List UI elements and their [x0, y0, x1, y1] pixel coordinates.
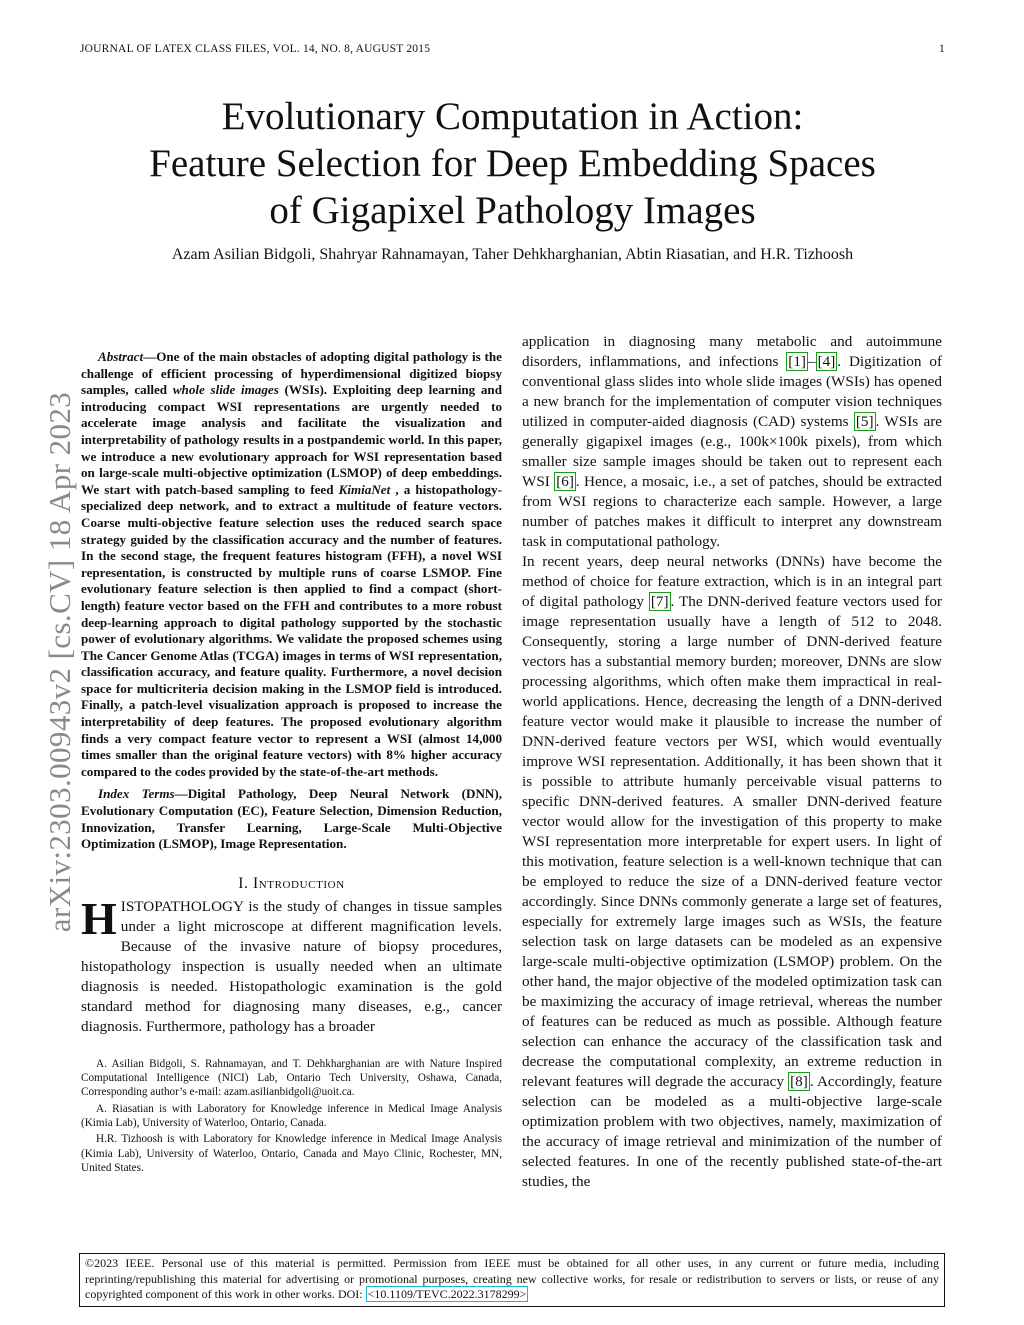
abstract-text-1: —One of the main obstacles of adopting digital pathology is the challenge of efficient processing of hyperdimensional digitized biopsy samples, called	[81, 349, 502, 398]
doi-link[interactable]: <10.1109/TEVC.2022.3178299>	[367, 1287, 527, 1302]
index-terms	[81, 786, 502, 852]
citation-link[interactable]: [8]	[790, 1073, 808, 1090]
abstract-emphasis-kimianet: KimiaNet	[338, 481, 391, 497]
citation-link[interactable]: [7]	[650, 593, 669, 610]
drop-cap: H	[81, 892, 117, 944]
left-column	[81, 349, 502, 1177]
index-terms-label: Index Terms	[98, 786, 175, 802]
body-paragraph-1: application in diagnosing many metabolic and autoimmune disorders, inflammations, and infections [1] – [4] . Digitization of conventional glass slides into whole slide images (WSIs) has opened a new branch for the implementation of computer vision techniques utilized in computer-aided diagnosis (CAD) systems [5] . WSIs are generally gigapixel images (e.g., 100k×100k pixels), from which smaller size sample images should be taken out to represent each WSI [6] . Hence, a mosaic, i.e., a set of patches, should be extracted from WSI regions to characterize each sample. However, a large number of patches makes it difficult to interpret any downstream task in computational pathology.	[522, 333, 943, 550]
title-line-1: Evolutionary Computation in Action:	[221, 95, 804, 138]
arxiv-identifier[interactable]: arXiv:2303.00943v2 [cs.CV] 18 Apr 2023	[42, 391, 77, 933]
citation-link[interactable]: [1]	[788, 353, 806, 370]
footnote-item: A. Asilian Bidgoli, S. Rahnamayan, and T. Dehkharghanian are with Nature Inspired Computational Intelligence (NICI) Lab, Ontario Tech University, Oshawa, Canada, Corresponding author’s e-mail: azam.asilianbidgoli@uoit.ca.	[81, 1057, 502, 1099]
footnote-item: A. Riasatian is with Laboratory for Knowledge inference in Medical Image Analysis (Kimia Lab), University of Waterloo, Ontario, Canada.	[81, 1102, 502, 1129]
author-list: Azam Asilian Bidgoli, Shahryar Rahnamayan, Taher Dehkharghanian, Abtin Riasatian, and H.R. Tizhoosh	[171, 246, 854, 263]
abstract-emphasis-wsi: whole slide images	[172, 382, 279, 398]
introduction-text: ISTOPATHOLOGY is the study of changes in tissue samples under a light microscope at different magnification levels. Because of the invasive nature of biopsy procedures, histopathology inspection is usually needed when an ultimate diagnosis is needed. Histopathologic examination is the gold standard method for diagnosing many diseases, e.g., cancer diagnosis. Furthermore, pathology has a broader	[81, 897, 502, 1035]
footnote-item: H.R. Tizhoosh is with Laboratory for Knowledge inference in Medical Image Analysis (Kimia Lab), University of Waterloo, Ontario, Canada and Mayo Clinic, Rochester, MN, United States.	[81, 1133, 502, 1174]
index-terms-text: —Digital Pathology, Deep Neural Network (DNN), Evolutionary Computation (EC), Feature Selection, Dimension Reduction, Innovization, Transfer Learning, Large-Scale Multi-Objective Optimization (LSMOP), Image Representation.	[81, 786, 503, 852]
citation-link[interactable]: [5]	[855, 413, 874, 430]
journal-header: JOURNAL OF LATEX CLASS FILES, VOL. 14, NO. 8, AUGUST 2015	[80, 43, 431, 55]
title-line-3: of Gigapixel Pathology Images	[269, 189, 756, 232]
paper-title	[80, 93, 945, 234]
body-paragraph-2: In recent years, deep neural networks (DNNs) have become the method of choice for feature extraction, which is in an integral part of digital pathology [7] . The DNN-derived feature vectors used for image representation usually have a length of 512 to 2048. Consequently, storing a large number of DNN-derived feature vectors has a substantial memory burden; moreover, DNNs are slow processing algorithms, which often make them impractical in real-world applications. Hence, decreasing the length of a DNN-derived feature vector would make it plausible to increase the number of DNN-derived feature vectors per WSI, which would eventually improve WSI representation. Additionally, it has been shown that it is possible to attribute humanly perceivable visual patterns to specific DNN-derived features. A smaller DNN-derived feature vector would allow for the investigation of this property to make WSI representation more interpretable for expert users. In light of this motivation, feature selection is a well-known technique that can be employed to reduce the size of a DNN-derived feature vector accordingly. Since DNNs commonly generate a large set of features, especially for extremely large images such as WSIs, the feature selection task on large datasets can be modeled as an expensive large-scale multi-objective optimization (LSMOP) problem. On the other hand, the major objective of the modeled optimization task can be maximizing the accuracy of image retrieval, whereas the number of features can be reduced as much as possible. Although feature selection can enhance the accuracy of the classification task and decrease the computational complexity, an extreme reduction in relevant features will degrade the accuracy [8] . Accordingly, feature selection can be modeled as a multi-objective large-scale optimization problem with two objectives, namely, maximization of the accuracy of image retrieval and minimization of the number of selected features. In one of the recently published state-of-the-art studies, the	[522, 553, 942, 1190]
author-footnotes	[81, 1057, 502, 1175]
citation-link[interactable]: [6]	[556, 473, 574, 490]
section-heading-introduction: I. Introduction	[238, 874, 345, 892]
copyright-notice	[79, 1253, 945, 1307]
abstract-text-3: , a histopathology-specialized deep network, and to extract a multitude of feature vectors. Coarse multi-objective feature selection uses the reduced search space strategy guided by the classification accuracy and the number of features. In the second stage, the frequent features histogram (FFH), a novel WSI representation, is constructed by multiple runs of coarse LSMOP. Fine evolutionary feature selection is then applied to find a compact (short-length) feature vector based on the FFH and contributes to a more robust deep-learning approach to digital pathology supported by the stochastic power of evolutionary algorithms. We validate the proposed schemes using The Cancer Genome Atlas (TCGA) images in terms of WSI representation, classification accuracy, and feature quality. Furthermore, a novel decision space for multicriteria decision making in the LSMOP field is introduced. Finally, a patch-level visualization approach is proposed to increase the interpretability of deep features. The proposed evolutionary algorithm finds a very compact feature vector to represent a WSI (almost 14,000 times smaller than the original feature vectors) with 8% higher accuracy compared to the codes provided by the state-of-the-art methods.	[81, 481, 502, 779]
citation-link[interactable]: [4]	[817, 353, 836, 370]
abstract-text-2: (WSIs). Exploiting deep learning and introducing compact WSI representations are urgently needed to accelerate image analysis and facilitate the visualization and interpretability of pathology results in a postpandemic world. In this paper, we introduce a new evolutionary approach for WSI representation based on large-scale multi-objective optimization (LSMOP) of deep embeddings. We start with patch-based sampling to feed	[81, 382, 502, 497]
abstract	[81, 349, 502, 780]
introduction-paragraph	[81, 892, 502, 1037]
copyright-text: ©2023 IEEE. Personal use of this material is permitted. Permission from IEEE must be obtained for all other uses, in any current or future media, including reprinting/republishing this material for advertising or promotional purposes, creating new collective works, for resale or redistribution to servers or lists, or reuse of any copyrighted component of this work in other works. DOI:	[85, 1256, 939, 1302]
right-column	[522, 332, 942, 1192]
page-number: 1	[939, 43, 945, 55]
title-line-2: Feature Selection for Deep Embedding Spaces	[149, 142, 876, 185]
abstract-label: Abstract	[98, 349, 144, 364]
running-head	[80, 43, 945, 55]
